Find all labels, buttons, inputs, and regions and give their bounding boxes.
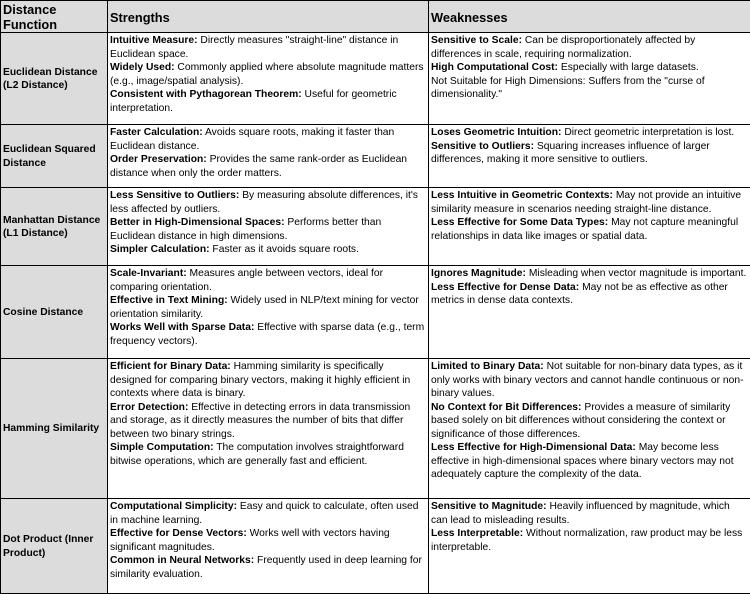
strength-point [110,126,426,153]
strengths-cell [108,125,429,188]
point-label: Less Intuitive in Geometric Contexts: [431,190,613,201]
strength-point [110,88,426,115]
point-text: Directly measures "straight-line" distance in Euclidean space. [110,35,398,60]
point-text: Commonly applied where absolute magnitude matters (e.g., image/spatial analysis). [110,62,424,87]
point-label: Ignores Magnitude: [431,268,526,279]
strengths-cell [108,188,429,266]
weakness-point [431,75,748,102]
point-label: Less Interpretable: [431,528,523,539]
point-label: Order Preservation: [110,154,207,165]
point-text: May not be as effective as other metrics in dense data contexts. [431,282,728,307]
table-row [1,188,750,266]
strength-point [110,243,426,257]
point-label: Scale-Invariant: [110,268,187,279]
point-label: Less Effective for Some Data Types: [431,217,608,228]
point-text: Not Suitable for High Dimensions: Suffers from the "curse of dimensionality." [431,76,705,101]
function-name: Euclidean Squared Distance [1,125,108,188]
weakness-point [431,527,748,554]
point-label: High Computational Cost: [431,62,558,73]
point-label: Loses Geometric Intuition: [431,127,561,138]
weakness-point [431,216,748,243]
strength-point [110,34,426,61]
strength-point [110,527,426,554]
table-row [1,125,750,188]
weaknesses-cell [429,499,750,594]
header-strengths: Strengths [108,1,429,33]
point-label: Simple Computation: [110,442,214,453]
point-text: By measuring absolute differences, it's less affected by outliers. [110,190,418,215]
point-text: The computation involves straightforward bitwise operations, which are generally fast and efficient. [110,442,404,467]
point-text: Works well with vectors having significant magnitudes. [110,528,390,553]
weaknesses-cell [429,359,750,499]
header-weaknesses: Weaknesses [429,1,750,33]
weakness-point [431,281,748,308]
function-name: Cosine Distance [1,266,108,359]
weaknesses-cell [429,33,750,125]
function-name: Dot Product (Inner Product) [1,499,108,594]
weakness-point [431,140,748,167]
point-label: Consistent with Pythagorean Theorem: [110,89,302,100]
point-label: Less Effective for Dense Data: [431,282,579,293]
strength-point [110,189,426,216]
point-label: Efficient for Binary Data: [110,361,231,372]
weakness-point [431,401,748,442]
weakness-point [431,34,748,61]
function-name: Manhattan Distance (L1 Distance) [1,188,108,266]
table-row [1,266,750,359]
point-text: Especially with large datasets. [558,62,699,73]
point-text: May not capture meaningful relationships in data like images or spatial data. [431,217,738,242]
strength-point [110,554,426,581]
point-label: Error Detection: [110,402,188,413]
table-row [1,33,750,125]
function-name: Hamming Similarity [1,359,108,499]
point-label: Widely Used: [110,62,175,73]
point-text: May not provide an intuitive similarity measure in scenarios needing straight-line distance. [431,190,741,215]
point-text: Measures angle between vectors, ideal for comparing orientation. [110,268,383,293]
point-text: Provides the same rank-order as Euclidean distance when only the order matters. [110,154,407,179]
strength-point [110,153,426,180]
point-label: Less Effective for High-Dimensional Data: [431,442,636,453]
header-distance-function: Distance Function [1,1,108,33]
strength-point [110,441,426,468]
point-text: May become less effective in high-dimensional spaces where binary vectors may not adequately capture the complexity of the data. [431,442,734,480]
function-name: Euclidean Distance (L2 Distance) [1,33,108,125]
point-text: Direct geometric interpretation is lost. [561,127,734,138]
strengths-cell [108,499,429,594]
weakness-point [431,267,748,281]
strength-point [110,267,426,294]
point-text: Performs better than Euclidean distance in high dimensions. [110,217,381,242]
weakness-point [431,61,748,75]
point-text: Frequently used in deep learning for similarity evaluation. [110,555,422,580]
point-text: Not suitable for non-binary data types, as it only works with binary vectors and cannot handle continuous or non-binary values. [431,361,744,399]
point-text: Misleading when vector magnitude is important. [526,268,746,279]
point-label: Works Well with Sparse Data: [110,322,254,333]
point-label: Sensitive to Outliers: [431,141,534,152]
point-text: Faster as it avoids square roots. [210,244,359,255]
strength-point [110,61,426,88]
point-text: Heavily influenced by magnitude, which can lead to misleading results. [431,501,730,526]
strengths-cell [108,33,429,125]
weaknesses-cell [429,125,750,188]
point-text: Widely used in NLP/text mining for vector orientation similarity. [110,295,419,320]
weaknesses-cell [429,188,750,266]
table-row [1,499,750,594]
strength-point [110,294,426,321]
point-label: Better in High-Dimensional Spaces: [110,217,285,228]
point-text: Useful for geometric interpretation. [110,89,397,114]
point-label: Simpler Calculation: [110,244,210,255]
point-label: Limited to Binary Data: [431,361,544,372]
point-text: Can be disproportionately affected by differences in scale, requiring normalization. [431,35,695,60]
point-text: Without normalization, raw product may be less interpretable. [431,528,742,553]
strengths-cell [108,266,429,359]
point-text: Hamming similarity is specifically designed for comparing binary vectors, making it highly efficient in contexts where data is binary. [110,361,410,399]
point-label: Effective in Text Mining: [110,295,228,306]
point-label: Computational Simplicity: [110,501,237,512]
header-row [1,1,750,33]
strength-point [110,401,426,442]
strength-point [110,321,426,348]
point-label: Effective for Dense Vectors: [110,528,247,539]
point-text: Easy and quick to calculate, often used in machine learning. [110,501,418,526]
point-text: Avoids square roots, making it faster than Euclidean distance. [110,127,394,152]
weakness-point [431,360,748,401]
point-text: Effective in detecting errors in data transmission and storage, as it directly measures the number of bits that differ between two binary strings. [110,402,410,440]
weakness-point [431,126,748,140]
weakness-point [431,189,748,216]
table-row [1,359,750,499]
point-text: Provides a measure of similarity based solely on bit differences without considering the context or significance of those differences. [431,402,730,440]
point-label: Less Sensitive to Outliers: [110,190,239,201]
point-label: Faster Calculation: [110,127,203,138]
strength-point [110,216,426,243]
weakness-point [431,441,748,482]
strength-point [110,500,426,527]
point-label: Common in Neural Networks: [110,555,254,566]
weaknesses-cell [429,266,750,359]
weakness-point [431,500,748,527]
point-label: Intuitive Measure: [110,35,198,46]
point-label: Sensitive to Scale: [431,35,522,46]
point-text: Effective with sparse data (e.g., term frequency vectors). [110,322,424,347]
strengths-cell [108,359,429,499]
point-label: No Context for Bit Differences: [431,402,581,413]
point-label: Sensitive to Magnitude: [431,501,547,512]
strength-point [110,360,426,401]
point-text: Squaring increases influence of larger differences, making it more sensitive to outliers. [431,141,710,166]
